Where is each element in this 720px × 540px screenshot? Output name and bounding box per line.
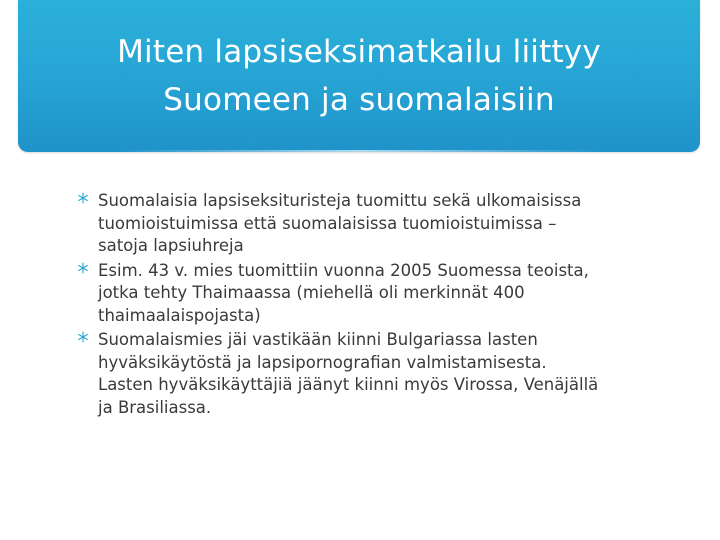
bullet-line: ja Brasiliassa. <box>98 397 212 417</box>
bullet-line: Esim. 43 v. mies tuomittiin vuonna 2005 Suomessa teoista, <box>98 260 589 280</box>
asterisk-bullet-icon <box>77 192 89 204</box>
bullet-line: satoja lapsiuhreja <box>98 236 244 255</box>
slide-title <box>18 28 700 124</box>
asterisk-bullet-icon <box>77 262 89 274</box>
asterisk-bullet-icon <box>77 331 89 343</box>
bullet-line: tuomioistuimissa että suomalaisissa tuomioistuimissa – <box>98 213 557 233</box>
slide-title-line: Suomeen ja suomalaisiin <box>163 82 555 118</box>
bullet-line: Lasten hyväksikäyttäjiä jäänyt kiinni myös Virossa, Venäjällä <box>98 375 599 394</box>
bullet-item <box>77 260 677 328</box>
bullet-line: jotka tehty Thaimaassa (miehellä oli merkinnät 400 <box>98 283 525 302</box>
bullet-item <box>77 190 677 258</box>
bullet-line: Suomalaisia lapsiseksituristeja tuomittu sekä ulkomaisissa <box>98 191 582 210</box>
bullet-item <box>77 329 677 419</box>
bullet-list <box>77 190 677 419</box>
bullet-line: hyväksikäytöstä ja lapsipornografian valmistamisesta. <box>98 352 547 372</box>
bullet-line: thaimaalaispojasta) <box>98 305 261 325</box>
slide-title-line: Miten lapsiseksimatkailu liittyy <box>117 34 601 70</box>
bullet-line: Suomalaismies jäi vastikään kiinni Bulgariassa lasten <box>98 330 538 349</box>
